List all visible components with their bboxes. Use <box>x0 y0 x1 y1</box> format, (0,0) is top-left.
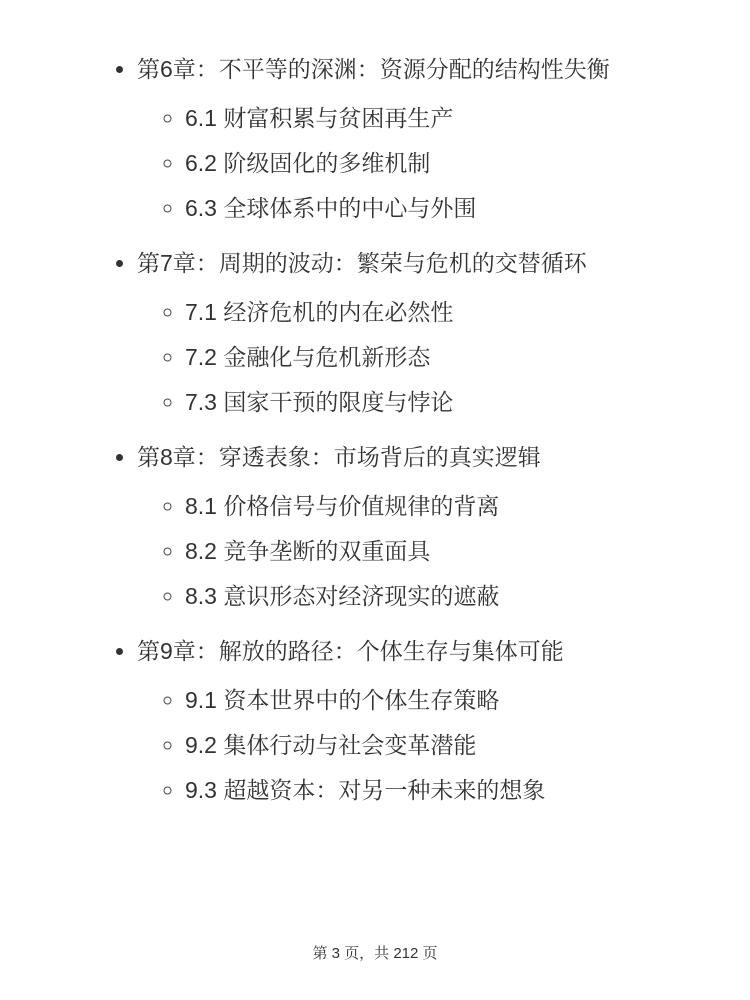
chapter-title: 第9章：解放的路径：个体生存与集体可能 <box>137 638 564 664</box>
toc-chapter-7-sections <box>137 294 710 420</box>
page-number-footer: 第 3 页，共 212 页 <box>312 945 438 962</box>
toc-section-6-2: ◦ 6.2 阶级固化的多维机制 <box>185 145 710 181</box>
toc-section-7-1: ◦ 7.1 经济危机的内在必然性 <box>185 294 710 330</box>
toc-chapter-6 <box>137 51 710 226</box>
toc-list <box>97 51 710 808</box>
toc-section-8-3: ◦ 8.3 意识形态对经济现实的遮蔽 <box>185 578 710 614</box>
toc-chapter-7 <box>137 245 710 420</box>
toc-section-9-1: ◦ 9.1 资本世界中的个体生存策略 <box>185 682 710 718</box>
chapter-title: 第6章：不平等的深渊：资源分配的结构性失衡 <box>137 56 610 82</box>
toc-section-7-2: ◦ 7.2 金融化与危机新形态 <box>185 339 710 375</box>
toc-section-9-2: ◦ 9.2 集体行动与社会变革潜能 <box>185 727 710 763</box>
toc-section-7-3: ◦ 7.3 国家干预的限度与悖论 <box>185 384 710 420</box>
toc-chapter-8 <box>137 439 710 614</box>
toc-section-6-3: ◦ 6.3 全球体系中的中心与外围 <box>185 190 710 226</box>
toc-chapter-9-sections <box>137 682 710 808</box>
toc-section-9-3: ◦ 9.3 超越资本：对另一种未来的想象 <box>185 772 710 808</box>
toc-section-8-2: ◦ 8.2 竞争垄断的双重面具 <box>185 533 710 569</box>
toc-chapter-9 <box>137 633 710 808</box>
toc-section-8-1: ◦ 8.1 价格信号与价值规律的背离 <box>185 488 710 524</box>
chapter-title: 第8章：穿透表象：市场背后的真实逻辑 <box>137 444 541 470</box>
toc-chapter-6-sections <box>137 100 710 226</box>
chapter-title: 第7章：周期的波动：繁荣与危机的交替循环 <box>137 250 587 276</box>
toc-section-6-1: ◦ 6.1 财富积累与贫困再生产 <box>185 100 710 136</box>
toc-chapter-8-sections <box>137 488 710 614</box>
